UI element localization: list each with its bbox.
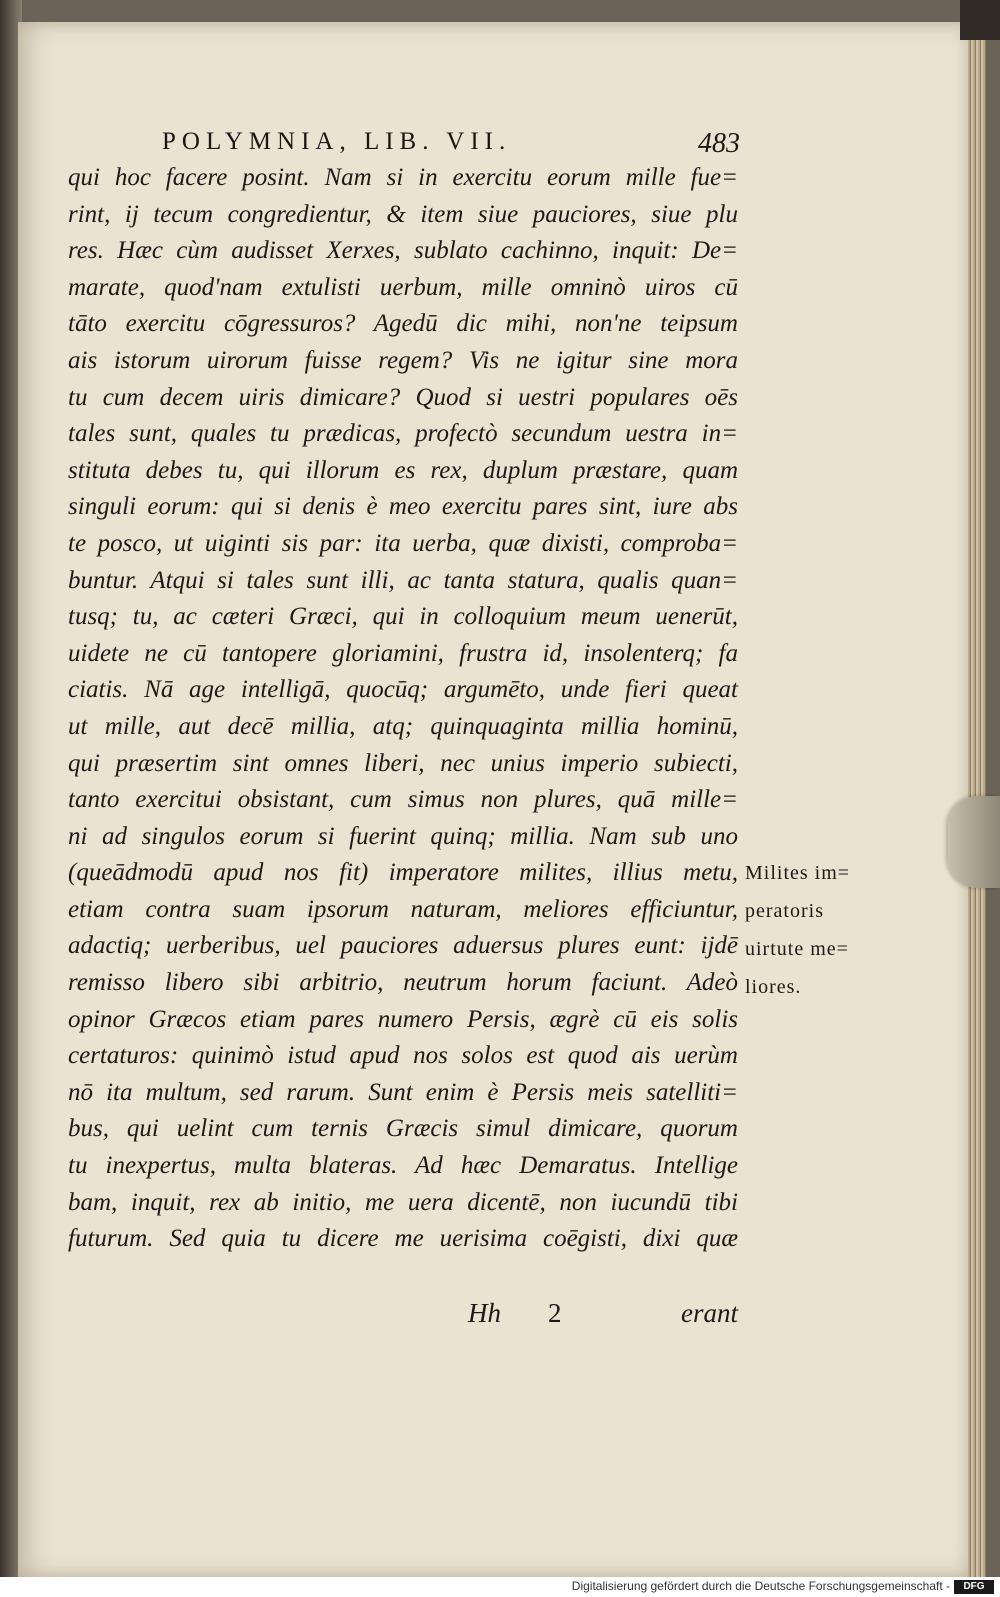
credit-text: Digitalisierung gefördert durch die Deutsche Forschungsgemeinschaft -: [571, 1579, 950, 1593]
text-line: tusq; tu, ac cæteri Græci, qui in colloquium meum uenerūt,: [68, 603, 738, 631]
page-tab-clip: [948, 796, 1000, 888]
text-line: ciatis. Nā age intelligā, quocūq; argumēto, unde fieri queat: [68, 676, 738, 704]
text-line: te posco, ut uiginti sis par: ita uerba, quæ dixisti, comproba=: [68, 529, 738, 557]
text-line: res. Hæc cùm audisset Xerxes, sublato cachinno, inquit: De=: [68, 237, 738, 265]
margin-note-line: liores.: [745, 976, 802, 998]
text-line: rint, ij tecum congredientur, & item siue pauciores, siue plu: [68, 200, 738, 228]
text-line: singuli eorum: qui si denis è meo exercitu pares sint, iure abs: [68, 493, 738, 521]
text-line: remisso libero sibi arbitrio, neutrum horum faciunt. Adeò: [68, 969, 738, 997]
text-line: tāto exercitu cōgressuros? Agedū dic mihi, non'ne teipsum: [68, 310, 738, 338]
text-line: opinor Græcos etiam pares numero Persis, ægrè cū eis solis: [68, 1005, 738, 1033]
text-line: adactiq; uerberibus, uel pauciores aduersus plures eunt: ijdē: [68, 932, 738, 960]
dfg-logo: [954, 1580, 994, 1594]
signature-mark: Hh: [468, 1298, 501, 1328]
text-line: tanto exercitui obsistant, cum simus non plures, quā mille=: [68, 786, 738, 814]
page-footer: [468, 1298, 738, 1338]
text-line: ais istorum uirorum fuisse regem? Vis ne igitur sine mora: [68, 346, 738, 374]
credit-bar: [0, 1577, 1000, 1597]
dark-corner: [960, 0, 1000, 40]
body-text: [68, 160, 738, 1258]
text-line: tu inexpertus, multa blateras. Ad hæc Demaratus. Intellige: [68, 1152, 738, 1180]
running-head: POLYMNIA, LIB. VII.: [162, 128, 512, 155]
text-line: ut mille, aut decē millia, atq; quinquaginta millia hominū,: [68, 712, 738, 740]
signature-number: 2: [548, 1298, 562, 1328]
catchword: erant: [681, 1298, 738, 1328]
text-line: marate, quod'nam extulisti uerbum, mille omninò uiros cū: [68, 273, 738, 301]
margin-note-line: Milites im=: [745, 862, 851, 884]
margin-note-line: uirtute me=: [745, 938, 849, 960]
text-line: tu cum decem uiris dimicare? Quod si uestri populares oēs: [68, 383, 738, 411]
text-line: qui præsertim sint omnes liberi, nec unius imperio subiecti,: [68, 749, 738, 777]
text-line: qui hoc facere posint. Nam si in exercitu eorum mille fue=: [68, 164, 738, 191]
page-number: 483: [698, 128, 740, 159]
dfg-logo-text: DFG: [963, 1581, 985, 1592]
text-line: bus, qui uelint cum ternis Græcis simul dimicare, quorum: [68, 1115, 738, 1143]
text-line: buntur. Atqui si tales sunt illi, ac tanta statura, qualis quan=: [68, 566, 738, 594]
margin-note: [745, 854, 925, 1006]
margin-note-line: peratoris: [745, 900, 824, 922]
text-line: tales sunt, quales tu prædicas, profectò secundum uestra in=: [68, 420, 738, 448]
text-line: futurum. Sed quia tu dicere me uerisima coēgisti, dixi quæ: [68, 1225, 738, 1253]
text-line: nō ita multum, sed rarum. Sunt enim è Persis meis satelliti=: [68, 1078, 738, 1106]
text-line: certaturos: quinimò istud apud nos solos est quod ais uerùm: [68, 1042, 738, 1070]
text-line: uidete ne cū tantopere gloriamini, frustra id, insolenterq; fa: [68, 639, 738, 667]
text-line: bam, inquit, rex ab initio, me uera dicentē, non iucundū tibi: [68, 1188, 738, 1216]
text-line: stituta debes tu, qui illorum es rex, duplum præstare, quam: [68, 456, 738, 484]
text-line: etiam contra suam ipsorum naturam, meliores efficiuntur,: [68, 895, 738, 923]
text-line: (queādmodū apud nos fit) imperatore milites, illius metu,: [68, 859, 738, 887]
text-line: ni ad singulos eorum si fuerint quinq; millia. Nam sub uno: [68, 822, 738, 850]
